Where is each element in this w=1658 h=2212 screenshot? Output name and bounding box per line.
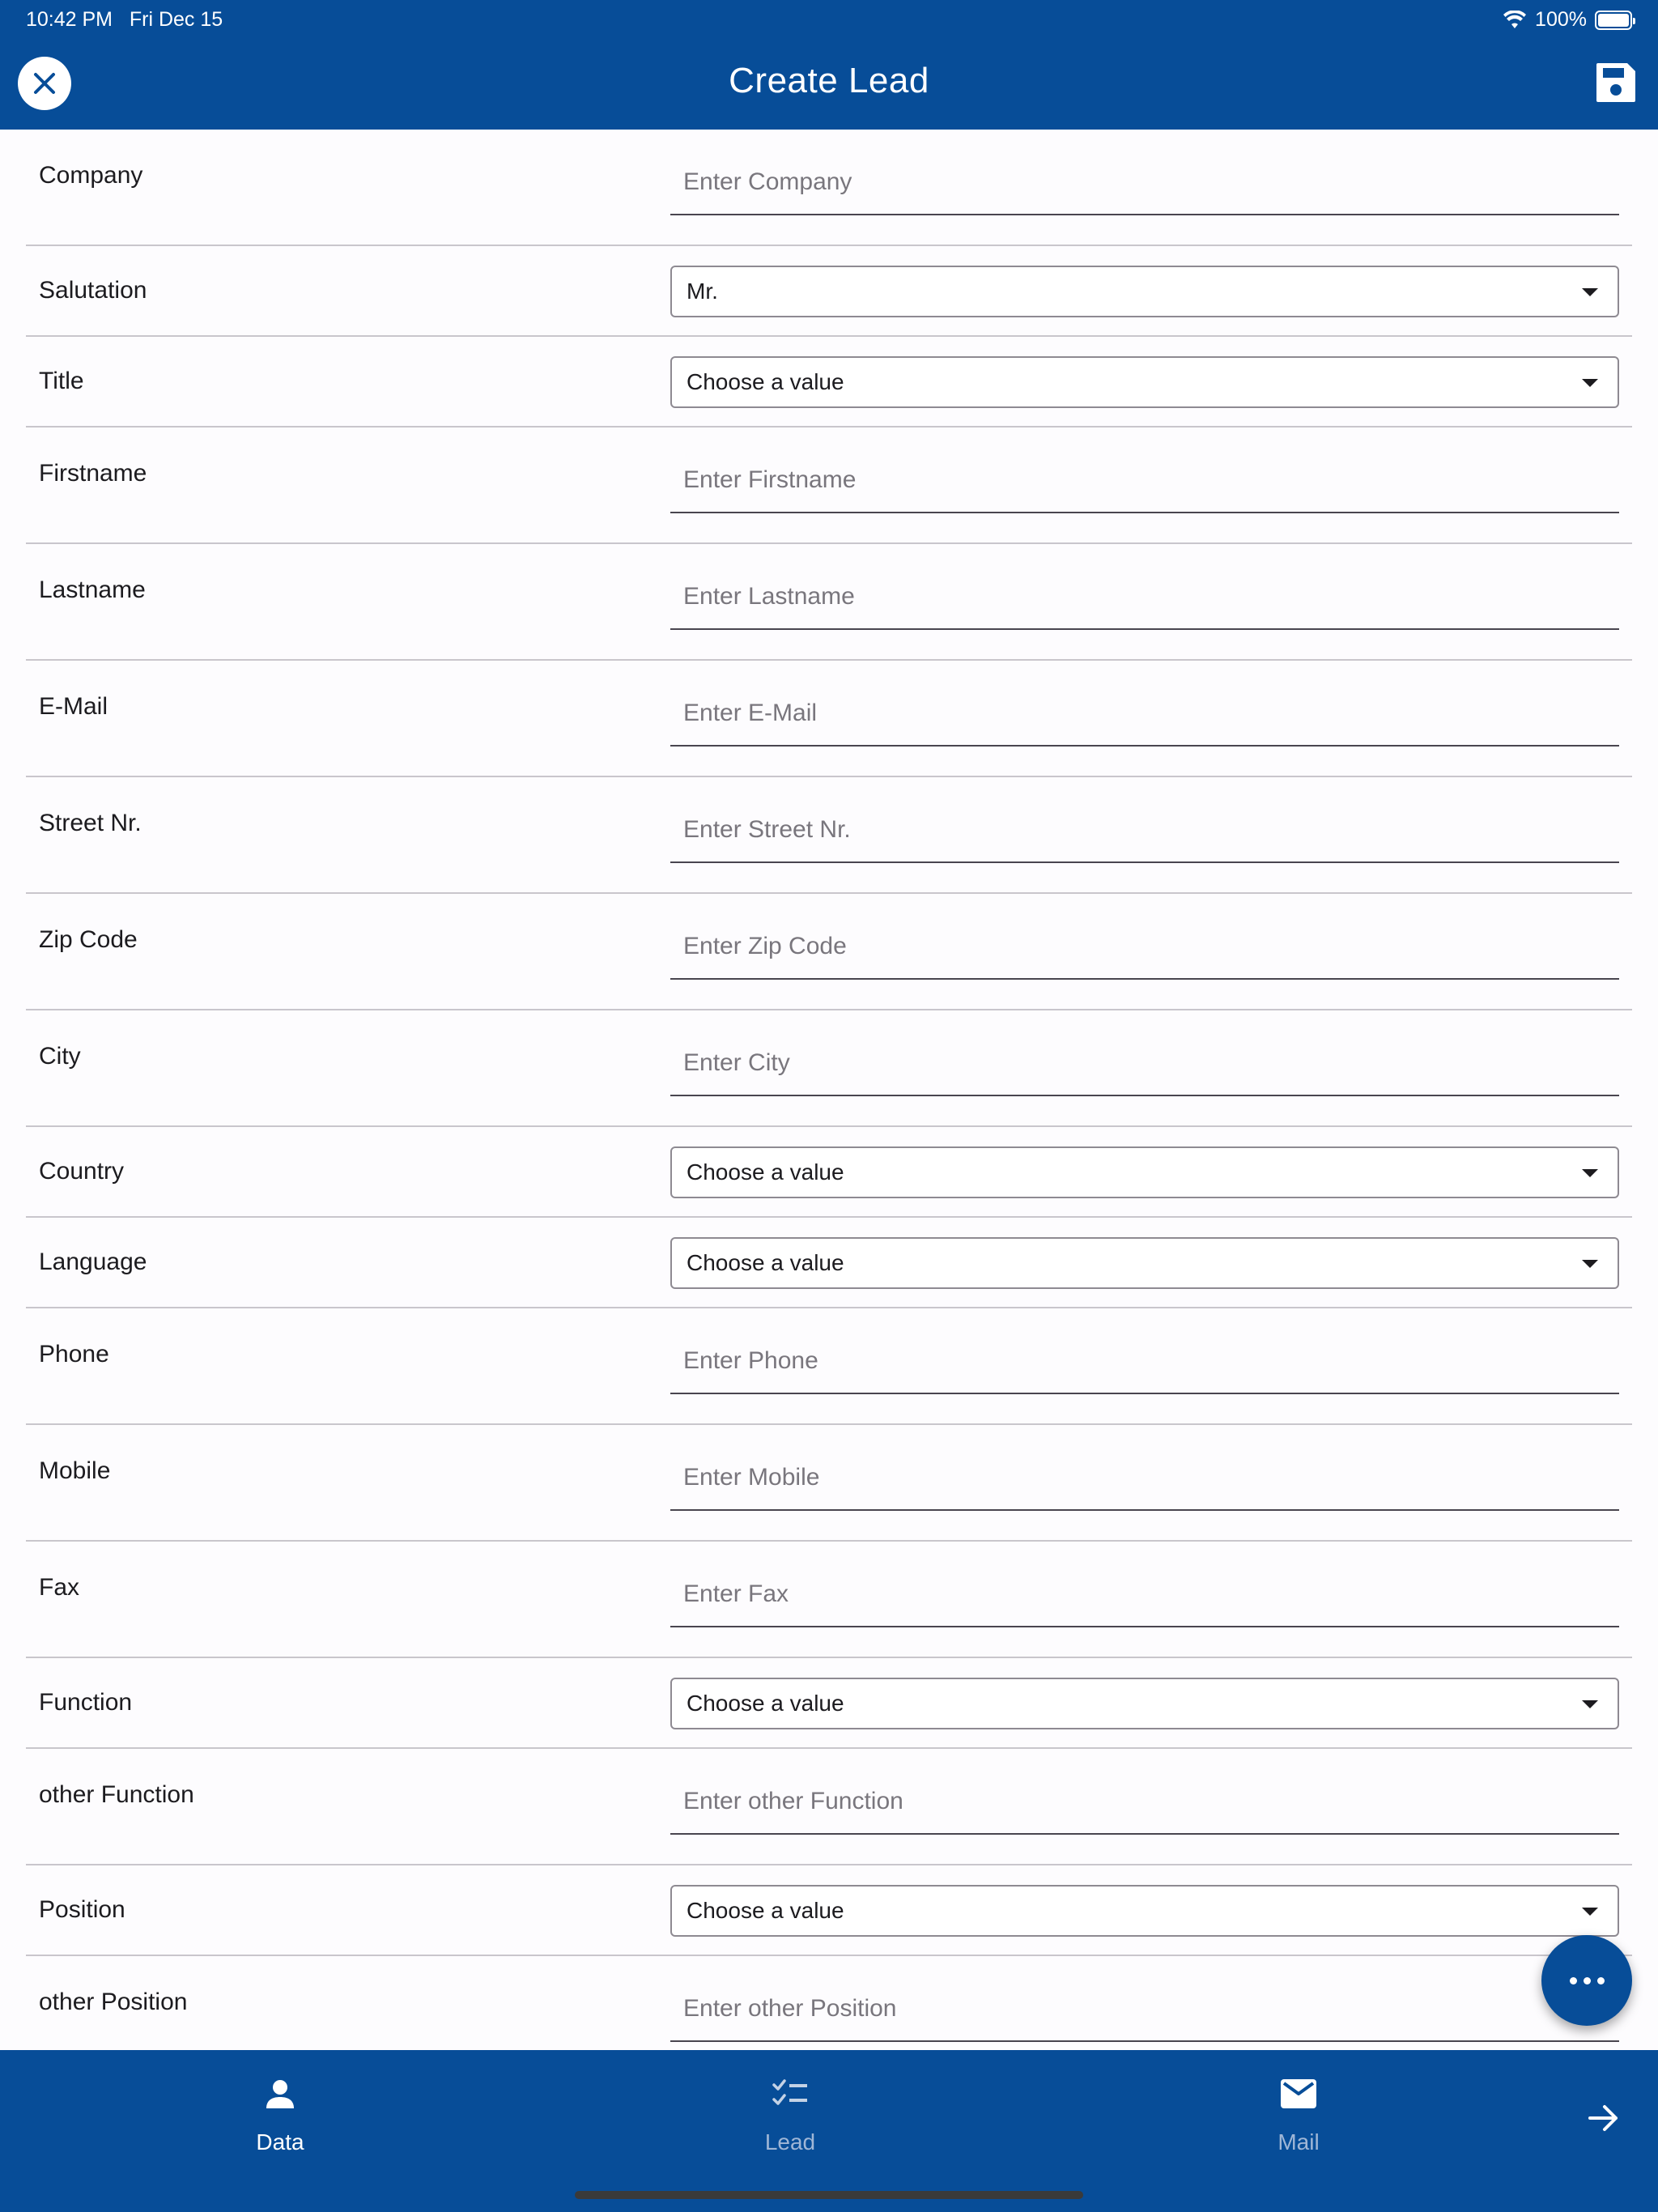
title-select[interactable]: [670, 356, 1619, 408]
country-label: Country: [39, 1158, 125, 1185]
language-value: Choose a value: [687, 1250, 844, 1275]
lastname-input[interactable]: [670, 565, 1619, 630]
mobile-input[interactable]: [670, 1446, 1619, 1511]
title-label: Title: [39, 368, 84, 394]
country-value: Choose a value: [687, 1159, 844, 1185]
form-row-language: [26, 1218, 1632, 1308]
nav-item-lead[interactable]: [661, 2071, 920, 2155]
form-row-fax: [26, 1542, 1632, 1658]
fax-label: Fax: [39, 1574, 80, 1601]
salutation-label: Salutation: [39, 277, 147, 304]
person-icon: [151, 2071, 410, 2116]
form-row-zip: [26, 894, 1632, 1010]
form-row-title: [26, 337, 1632, 428]
dropdown-arrow-icon: [1582, 379, 1598, 387]
street-input[interactable]: [670, 798, 1619, 863]
form-row-company: [26, 130, 1632, 246]
status-date: Fri Dec 15: [129, 8, 223, 31]
form-row-phone: [26, 1308, 1632, 1425]
other-function-input[interactable]: [670, 1770, 1619, 1835]
nav-label-mail: Mail: [1278, 2129, 1320, 2155]
next-button[interactable]: [1580, 2095, 1626, 2141]
position-label: Position: [39, 1896, 125, 1923]
city-input[interactable]: [670, 1032, 1619, 1096]
dropdown-arrow-icon: [1582, 1169, 1598, 1177]
more-horizontal-icon: [1570, 1977, 1577, 1984]
form-row-email: [26, 661, 1632, 777]
phone-input[interactable]: [670, 1329, 1619, 1394]
other-position-input[interactable]: [670, 1977, 1619, 2042]
dropdown-arrow-icon: [1582, 1260, 1598, 1268]
app-bar: [0, 39, 1658, 130]
status-time: [26, 8, 223, 32]
status-bar: [0, 0, 1658, 39]
form-row-mobile: [26, 1425, 1632, 1542]
position-select[interactable]: [670, 1885, 1619, 1937]
save-button[interactable]: [1593, 60, 1639, 105]
status-right: [1503, 8, 1632, 32]
country-select[interactable]: [670, 1146, 1619, 1198]
email-input[interactable]: [670, 682, 1619, 747]
other-function-label: other Function: [39, 1781, 194, 1808]
company-label: Company: [39, 162, 143, 189]
function-select[interactable]: [670, 1678, 1619, 1729]
form-row-firstname: [26, 428, 1632, 544]
zip-input[interactable]: [670, 915, 1619, 980]
nav-label-data: Data: [256, 2129, 304, 2155]
checklist-icon: [661, 2071, 920, 2116]
form-row-position: [26, 1865, 1632, 1956]
company-input[interactable]: [670, 151, 1619, 215]
form-row-function: [26, 1658, 1632, 1749]
language-label: Language: [39, 1249, 147, 1275]
dropdown-arrow-icon: [1582, 1908, 1598, 1916]
form-row-lastname: [26, 544, 1632, 661]
lastname-label: Lastname: [39, 576, 146, 603]
more-actions-button[interactable]: [1541, 1935, 1632, 2026]
salutation-value: Mr.: [687, 279, 718, 304]
battery-icon: [1595, 11, 1632, 30]
firstname-input[interactable]: [670, 449, 1619, 513]
zip-label: Zip Code: [39, 926, 138, 953]
mail-icon: [1169, 2071, 1428, 2116]
form-row-other-function: [26, 1749, 1632, 1865]
dropdown-arrow-icon: [1582, 288, 1598, 296]
email-label: E-Mail: [39, 693, 108, 720]
phone-label: Phone: [39, 1341, 109, 1368]
city-label: City: [39, 1043, 81, 1070]
form-row-country: [26, 1127, 1632, 1218]
title-value: Choose a value: [687, 369, 844, 394]
status-clock: 10:42 PM: [26, 8, 113, 31]
home-indicator: [575, 2191, 1083, 2199]
form-row-city: [26, 1010, 1632, 1127]
firstname-label: Firstname: [39, 460, 147, 487]
salutation-select[interactable]: [670, 266, 1619, 317]
form-row-street: [26, 777, 1632, 894]
mobile-label: Mobile: [39, 1457, 111, 1484]
nav-item-data[interactable]: [151, 2071, 410, 2155]
function-label: Function: [39, 1689, 133, 1716]
language-select[interactable]: [670, 1237, 1619, 1289]
lead-form: [26, 130, 1632, 2073]
other-position-label: other Position: [39, 1989, 188, 2015]
position-value: Choose a value: [687, 1898, 844, 1923]
nav-item-mail[interactable]: [1169, 2071, 1428, 2155]
more-dot: [1597, 1977, 1605, 1984]
more-dot: [1584, 1977, 1591, 1984]
dropdown-arrow-icon: [1582, 1700, 1598, 1708]
wifi-icon: [1503, 11, 1527, 30]
page-title: Create Lead: [729, 61, 929, 100]
nav-label-lead: Lead: [764, 2129, 816, 2155]
battery-percent: 100%: [1535, 8, 1587, 31]
fax-input[interactable]: [670, 1563, 1619, 1627]
street-label: Street Nr.: [39, 810, 142, 836]
bottom-navigation: [0, 2050, 1658, 2212]
function-value: Choose a value: [687, 1691, 844, 1716]
form-row-salutation: [26, 246, 1632, 337]
